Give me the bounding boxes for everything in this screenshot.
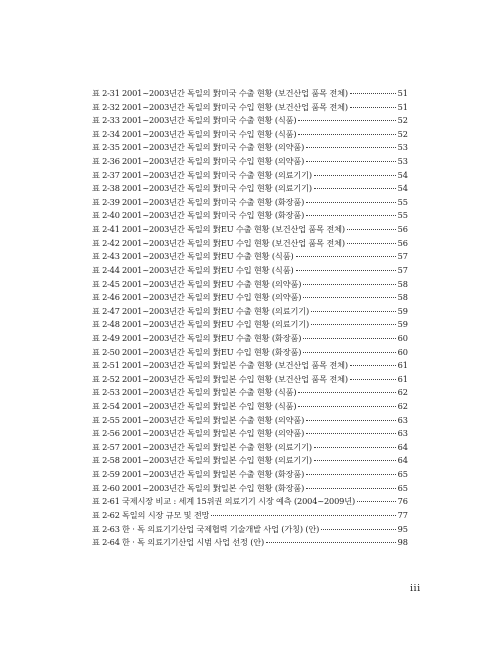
toc-entry <box>92 346 408 360</box>
toc-entry-label: 표 2-39 <box>92 196 120 207</box>
toc-entry-label: 표 2-53 <box>92 387 120 398</box>
toc-entry <box>92 482 408 496</box>
table-of-contents <box>92 87 408 550</box>
toc-entry-label: 표 2-31 <box>92 88 120 98</box>
dot-leader <box>350 365 396 366</box>
toc-entry-label: 표 2-55 <box>92 414 120 425</box>
toc-entry-title: 2001~2003년간 독일의 對미국 수출 현황 (보건산업 품목 전체) <box>122 88 348 98</box>
toc-entry-label: 표 2-61 <box>92 496 120 507</box>
toc-entry-title: 2001~2003년간 독일의 對미국 수출 현황 (화장품) <box>122 196 305 207</box>
dot-leader <box>306 147 395 148</box>
toc-entry-label: 표 2-36 <box>92 156 120 167</box>
dot-leader <box>296 270 396 271</box>
toc-entry-label: 표 2-34 <box>92 128 120 139</box>
toc-entry-title: 2001~2003년간 독일의 對일본 수출 현황 (보건산업 품목 전체) <box>122 360 348 371</box>
toc-entry-title: 2001~2003년간 독일의 對미국 수출 현황 (의료기기) <box>122 169 312 180</box>
toc-entry <box>92 332 408 346</box>
toc-entry-title: 2001~2003년간 독일의 對미국 수입 현황 (의료기기) <box>122 183 312 194</box>
toc-entry-label: 표 2-51 <box>92 360 120 371</box>
toc-entry <box>92 441 408 455</box>
toc-entry-page: 56 <box>397 224 408 235</box>
toc-entry <box>92 169 408 183</box>
dot-leader <box>306 474 395 475</box>
toc-entry-label: 표 2-42 <box>92 237 120 248</box>
toc-entry-title: 2001~2003년간 독일의 對미국 수입 현황 (화장품) <box>122 210 305 221</box>
toc-entry <box>92 141 408 155</box>
toc-entry <box>92 223 408 237</box>
dot-leader <box>306 433 395 434</box>
toc-entry-page: 64 <box>397 455 408 466</box>
toc-entry-title: 2001~2003년간 독일의 對미국 수입 현황 (보건산업 품목 전체) <box>122 101 348 112</box>
dot-leader <box>306 420 395 421</box>
toc-entry-page: 65 <box>397 469 408 480</box>
dot-leader <box>321 529 395 530</box>
toc-entry-label: 표 2-38 <box>92 183 120 194</box>
toc-entry-title: 국제시장 비교 : 세계 15위권 의료기기 시장 예측 (2004~2009년) <box>122 496 356 507</box>
toc-entry-label: 표 2-54 <box>92 401 120 412</box>
toc-entry-title: 2001~2003년간 독일의 對EU 수출 현황 (식품) <box>122 251 294 262</box>
toc-entry-title: 2001~2003년간 독일의 對일본 수출 현황 (식품) <box>122 387 297 398</box>
toc-entry-title: 2001~2003년간 독일의 對EU 수입 현황 (의약품) <box>122 292 302 303</box>
toc-entry-label: 표 2-57 <box>92 441 120 452</box>
dot-leader <box>303 297 395 298</box>
dot-leader <box>306 488 395 489</box>
toc-entry-title: 2001~2003년간 독일의 對일본 수입 현황 (화장품) <box>122 482 305 493</box>
toc-entry-title: 2001~2003년간 독일의 對EU 수입 현황 (의료기기) <box>122 319 310 330</box>
toc-entry <box>92 250 408 264</box>
toc-entry-page: 57 <box>397 251 408 262</box>
toc-entry-title: 2001~2003년간 독일의 對EU 수입 현황 (화장품) <box>122 346 302 357</box>
toc-entry-label: 표 2-40 <box>92 210 120 221</box>
toc-entry <box>92 87 408 101</box>
dot-leader <box>303 338 395 339</box>
dot-leader <box>298 134 395 135</box>
toc-entry-page: 58 <box>397 278 408 289</box>
toc-entry-label: 표 2-64 <box>92 537 120 548</box>
toc-entry-title: 2001~2003년간 독일의 對일본 수출 현황 (의약품) <box>122 414 305 425</box>
toc-entry-page: 52 <box>397 128 408 139</box>
toc-entry-title: 독일의 시장 규모 및 전망 <box>122 509 210 520</box>
toc-entry <box>92 414 408 428</box>
toc-entry-title: 한 · 독 의료기기산업 국제협력 기술개발 사업 (가칭) (안) <box>122 523 320 534</box>
toc-entry-label: 표 2-35 <box>92 142 120 153</box>
dot-leader <box>303 352 395 353</box>
toc-entry <box>92 495 408 509</box>
toc-entry <box>92 196 408 210</box>
toc-entry <box>92 400 408 414</box>
toc-entry <box>92 318 408 332</box>
toc-entry-title: 2001~2003년간 독일의 對EU 수출 현황 (보건산업 품목 전체) <box>122 224 345 235</box>
toc-entry-page: 77 <box>397 509 408 520</box>
toc-entry-page: 59 <box>397 305 408 316</box>
toc-entry-page: 98 <box>397 537 408 548</box>
dot-leader <box>296 256 396 257</box>
toc-entry-title: 2001~2003년간 독일의 對EU 수출 현황 (화장품) <box>122 332 302 343</box>
toc-entry-page: 60 <box>397 346 408 357</box>
toc-entry-page: 52 <box>397 115 408 126</box>
toc-entry-title: 2001~2003년간 독일의 對EU 수입 현황 (식품) <box>122 264 294 275</box>
dot-leader <box>298 120 395 121</box>
toc-entry-label: 표 2-48 <box>92 319 120 330</box>
toc-entry-page: 59 <box>397 319 408 330</box>
toc-entry <box>92 209 408 223</box>
toc-entry-page: 57 <box>397 264 408 275</box>
toc-entry-title: 2001~2003년간 독일의 對EU 수입 현황 (보건산업 품목 전체) <box>122 237 345 248</box>
toc-entry <box>92 128 408 142</box>
dot-leader <box>314 188 396 189</box>
toc-entry-title: 2001~2003년간 독일의 對일본 수입 현황 (보건산업 품목 전체) <box>122 373 348 384</box>
toc-entry <box>92 101 408 115</box>
dot-leader <box>298 406 395 407</box>
toc-entry-label: 표 2-33 <box>92 115 120 126</box>
dot-leader <box>298 392 395 393</box>
toc-entry-label: 표 2-58 <box>92 455 120 466</box>
toc-entry-title: 2001~2003년간 독일의 對일본 수입 현황 (의료기기) <box>122 455 312 466</box>
toc-entry-page: 54 <box>397 169 408 180</box>
dot-leader <box>350 379 396 380</box>
toc-entry-label: 표 2-62 <box>92 509 120 520</box>
toc-entry <box>92 114 408 128</box>
toc-entry-label: 표 2-49 <box>92 332 120 343</box>
toc-entry <box>92 237 408 251</box>
toc-entry-label: 표 2-52 <box>92 373 120 384</box>
toc-entry-page: 58 <box>397 292 408 303</box>
toc-entry-page: 65 <box>397 482 408 493</box>
toc-entry-label: 표 2-47 <box>92 305 120 316</box>
toc-entry <box>92 359 408 373</box>
toc-entry-title: 2001~2003년간 독일의 對미국 수입 현황 (식품) <box>122 128 297 139</box>
dot-leader <box>311 324 396 325</box>
toc-entry-page: 60 <box>397 332 408 343</box>
toc-entry-page: 76 <box>397 496 408 507</box>
toc-entry-page: 55 <box>397 196 408 207</box>
toc-entry-page: 53 <box>397 142 408 153</box>
toc-entry-label: 표 2-63 <box>92 523 120 534</box>
toc-entry-label: 표 2-45 <box>92 278 120 289</box>
toc-entry-title: 2001~2003년간 독일의 對일본 수입 현황 (의약품) <box>122 428 305 439</box>
toc-entry-label: 표 2-32 <box>92 101 120 112</box>
toc-entry <box>92 155 408 169</box>
dot-leader <box>266 542 395 543</box>
toc-entry-title: 2001~2003년간 독일의 對EU 수출 현황 (의약품) <box>122 278 302 289</box>
toc-entry-label: 표 2-59 <box>92 469 120 480</box>
toc-entry <box>92 305 408 319</box>
toc-entry-page: 54 <box>397 183 408 194</box>
toc-entry-label: 표 2-60 <box>92 482 120 493</box>
dot-leader <box>347 243 396 244</box>
dot-leader <box>347 229 396 230</box>
toc-entry-label: 표 2-50 <box>92 346 120 357</box>
dot-leader <box>357 501 396 502</box>
dot-leader <box>314 447 396 448</box>
toc-entry <box>92 373 408 387</box>
toc-entry-title: 2001~2003년간 독일의 對미국 수입 현황 (의약품) <box>122 156 305 167</box>
dot-leader <box>306 202 395 203</box>
toc-entry-page: 51 <box>397 88 408 98</box>
toc-entry <box>92 523 408 537</box>
toc-entry <box>92 278 408 292</box>
page-number: iii <box>410 583 421 594</box>
toc-entry-label: 표 2-44 <box>92 264 120 275</box>
toc-entry <box>92 291 408 305</box>
toc-entry-title: 한 · 독 의료기기산업 시범 사업 선정 (안) <box>122 537 265 548</box>
toc-entry <box>92 509 408 523</box>
toc-entry-title: 2001~2003년간 독일의 對EU 수출 현황 (의료기기) <box>122 305 310 316</box>
dot-leader <box>350 93 396 94</box>
toc-entry-page: 55 <box>397 210 408 221</box>
toc-entry <box>92 468 408 482</box>
toc-entry <box>92 264 408 278</box>
dot-leader <box>314 460 396 461</box>
toc-entry <box>92 427 408 441</box>
toc-entry-title: 2001~2003년간 독일의 對일본 수입 현황 (식품) <box>122 401 297 412</box>
toc-entry-title: 2001~2003년간 독일의 對미국 수출 현황 (의약품) <box>122 142 305 153</box>
toc-entry-label: 표 2-37 <box>92 169 120 180</box>
toc-entry-page: 56 <box>397 237 408 248</box>
toc-entry <box>92 536 408 550</box>
dot-leader <box>306 215 395 216</box>
toc-entry-page: 63 <box>397 414 408 425</box>
toc-entry-label: 표 2-43 <box>92 251 120 262</box>
toc-entry-page: 62 <box>397 387 408 398</box>
toc-entry-page: 63 <box>397 428 408 439</box>
dot-leader <box>303 284 395 285</box>
toc-entry <box>92 454 408 468</box>
toc-entry <box>92 386 408 400</box>
dot-leader <box>350 107 396 108</box>
toc-entry <box>92 182 408 196</box>
dot-leader <box>211 515 395 516</box>
toc-entry-page: 95 <box>397 523 408 534</box>
toc-entry-title: 2001~2003년간 독일의 對일본 수출 현황 (화장품) <box>122 469 305 480</box>
toc-entry-label: 표 2-56 <box>92 428 120 439</box>
dot-leader <box>306 161 395 162</box>
toc-entry-page: 62 <box>397 401 408 412</box>
toc-entry-page: 61 <box>397 360 408 371</box>
toc-entry-title: 2001~2003년간 독일의 對일본 수출 현황 (의료기기) <box>122 441 312 452</box>
toc-entry-page: 64 <box>397 441 408 452</box>
toc-entry-label: 표 2-46 <box>92 292 120 303</box>
toc-entry-page: 61 <box>397 373 408 384</box>
dot-leader <box>314 175 396 176</box>
toc-entry-label: 표 2-41 <box>92 224 120 235</box>
dot-leader <box>311 311 396 312</box>
toc-entry-title: 2001~2003년간 독일의 對미국 수출 현황 (식품) <box>122 115 297 126</box>
toc-entry-page: 51 <box>397 101 408 112</box>
toc-entry-page: 53 <box>397 156 408 167</box>
